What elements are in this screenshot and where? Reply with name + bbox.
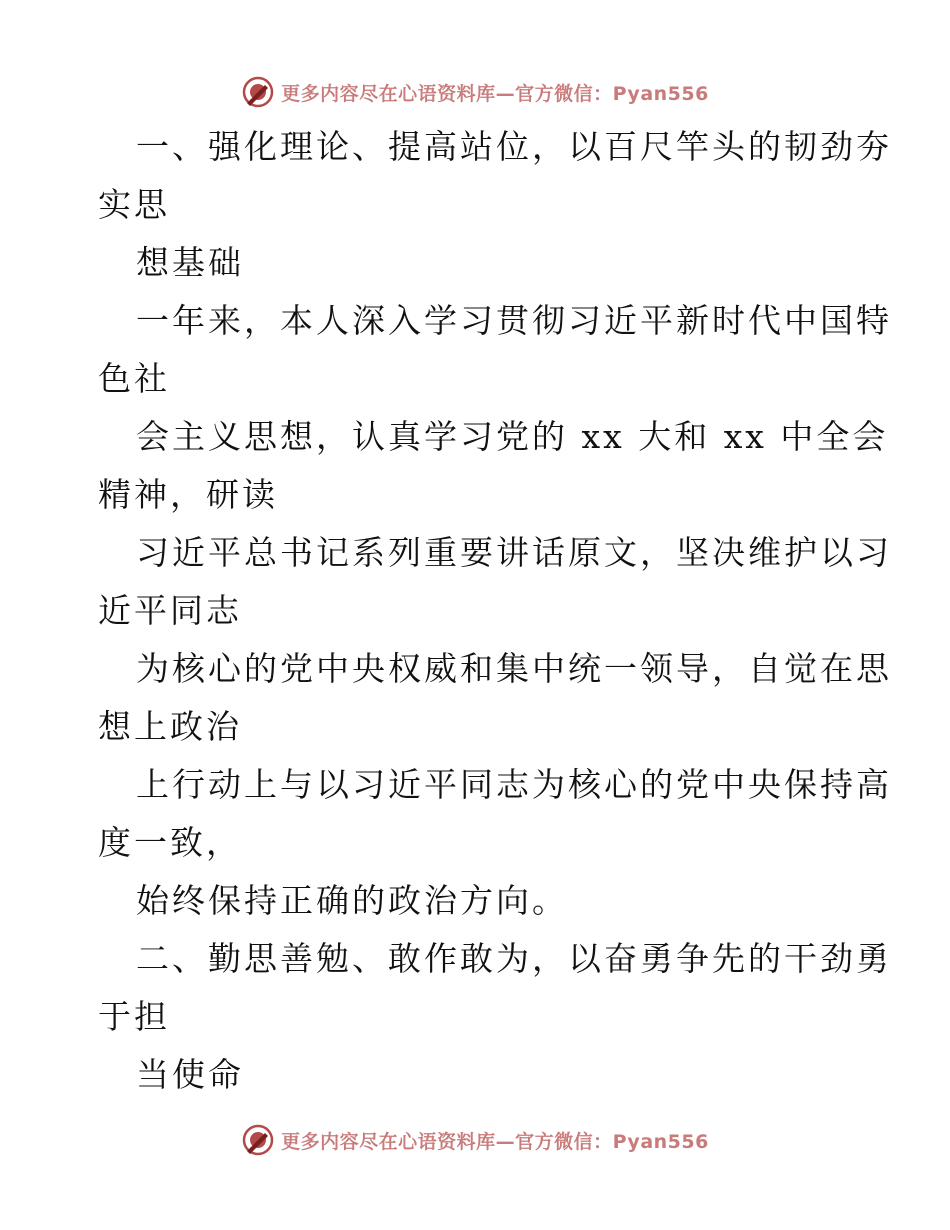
pen-logo-icon [241, 1123, 275, 1157]
text-line: 习近平总书记系列重要讲话原文，坚决维护以习 [136, 533, 892, 572]
text-line: 想基础 [136, 243, 244, 282]
text-line: 于担 [98, 997, 170, 1036]
text-line: 近平同志 [98, 591, 242, 630]
text-line: 为核心的党中央权威和集中统一领导，自觉在思 [136, 649, 892, 688]
text-line: 会主义思想，认真学习党的 xx 大和 xx 中全会 [136, 417, 889, 456]
text-line: 色社 [98, 359, 170, 398]
text-line: 上行动上与以习近平同志为核心的党中央保持高 [136, 765, 892, 804]
text-line: 度一致， [98, 823, 242, 862]
document-body [98, 118, 892, 1104]
text-line: 一年来，本人深入学习贯彻习近平新时代中国特 [136, 301, 892, 340]
pen-logo-icon [241, 75, 275, 109]
text-line: 当使命 [136, 1055, 244, 1094]
watermark-text: 更多内容尽在心语资料库—官方微信：Pyan556 [281, 1130, 709, 1153]
text-line: 精神，研读 [98, 475, 278, 514]
text-line: 想上政治 [98, 707, 242, 746]
text-line: 二、勤思善勉、敢作敢为，以奋勇争先的干劲勇 [136, 939, 892, 978]
header-watermark [0, 72, 950, 112]
footer-watermark [0, 1120, 950, 1160]
text-line: 实思 [98, 185, 170, 224]
watermark-text: 更多内容尽在心语资料库—官方微信：Pyan556 [281, 82, 709, 105]
text-line: 一、强化理论、提高站位，以百尺竿头的韧劲夯 [136, 127, 892, 166]
text-line: 始终保持正确的政治方向。 [136, 881, 568, 920]
